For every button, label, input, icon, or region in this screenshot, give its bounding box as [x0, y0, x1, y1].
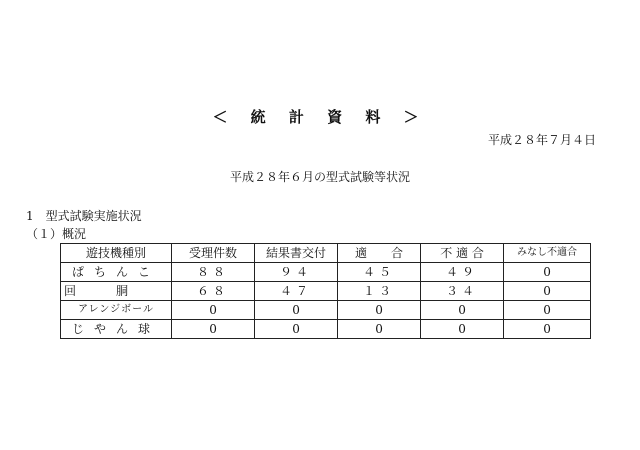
header-results-issued: 結果書交付 [255, 244, 338, 263]
document-subtitle: 平成２８年６月の型式試験等状況 [229, 170, 410, 184]
cell-deemed-nonconforming: 0 [504, 282, 591, 301]
cell-conforming: 0 [338, 320, 421, 339]
table-row [61, 320, 591, 339]
header-deemed-nonconforming: みなし不適合 [504, 244, 591, 263]
row-label-arrange-ball: アレンジボール [61, 301, 172, 320]
cell-received: ６８ [172, 282, 255, 301]
cell-received: 0 [172, 320, 255, 339]
table-header-row [61, 244, 591, 263]
subsection-heading: （１）概況 [26, 227, 87, 241]
cell-received: ８８ [172, 263, 255, 282]
cell-deemed-nonconforming: 0 [504, 320, 591, 339]
cell-nonconforming: 0 [421, 301, 504, 320]
cell-conforming: 0 [338, 301, 421, 320]
row-label-kaido: 回胴 [61, 282, 172, 301]
header-conforming: 適 合 [338, 244, 421, 263]
cell-conforming: ４５ [338, 263, 421, 282]
cell-nonconforming: ３４ [421, 282, 504, 301]
table-row [61, 282, 591, 301]
header-received: 受理件数 [172, 244, 255, 263]
cell-results-issued: ９４ [255, 263, 338, 282]
cell-nonconforming: 0 [421, 320, 504, 339]
table-row [61, 263, 591, 282]
cell-received: 0 [172, 301, 255, 320]
cell-deemed-nonconforming: 0 [504, 263, 591, 282]
header-nonconforming: 不 適 合 [421, 244, 504, 263]
section-heading: 1 型式試験実施状況 [26, 209, 142, 223]
cell-results-issued: 0 [255, 320, 338, 339]
cell-deemed-nonconforming: 0 [504, 301, 591, 320]
document-date: 平成２８年７月４日 [487, 133, 596, 147]
row-label-pachinko: ぱちんこ [61, 263, 172, 282]
cell-conforming: １３ [338, 282, 421, 301]
document-title: ＜ 統 計 資 料 ＞ [212, 108, 428, 126]
statistics-table [60, 243, 591, 339]
cell-results-issued: ４７ [255, 282, 338, 301]
table-row [61, 301, 591, 320]
header-machine-type: 遊技機種別 [61, 244, 172, 263]
cell-nonconforming: ４９ [421, 263, 504, 282]
cell-results-issued: 0 [255, 301, 338, 320]
row-label-janken-kyu: じやん球 [61, 320, 172, 339]
